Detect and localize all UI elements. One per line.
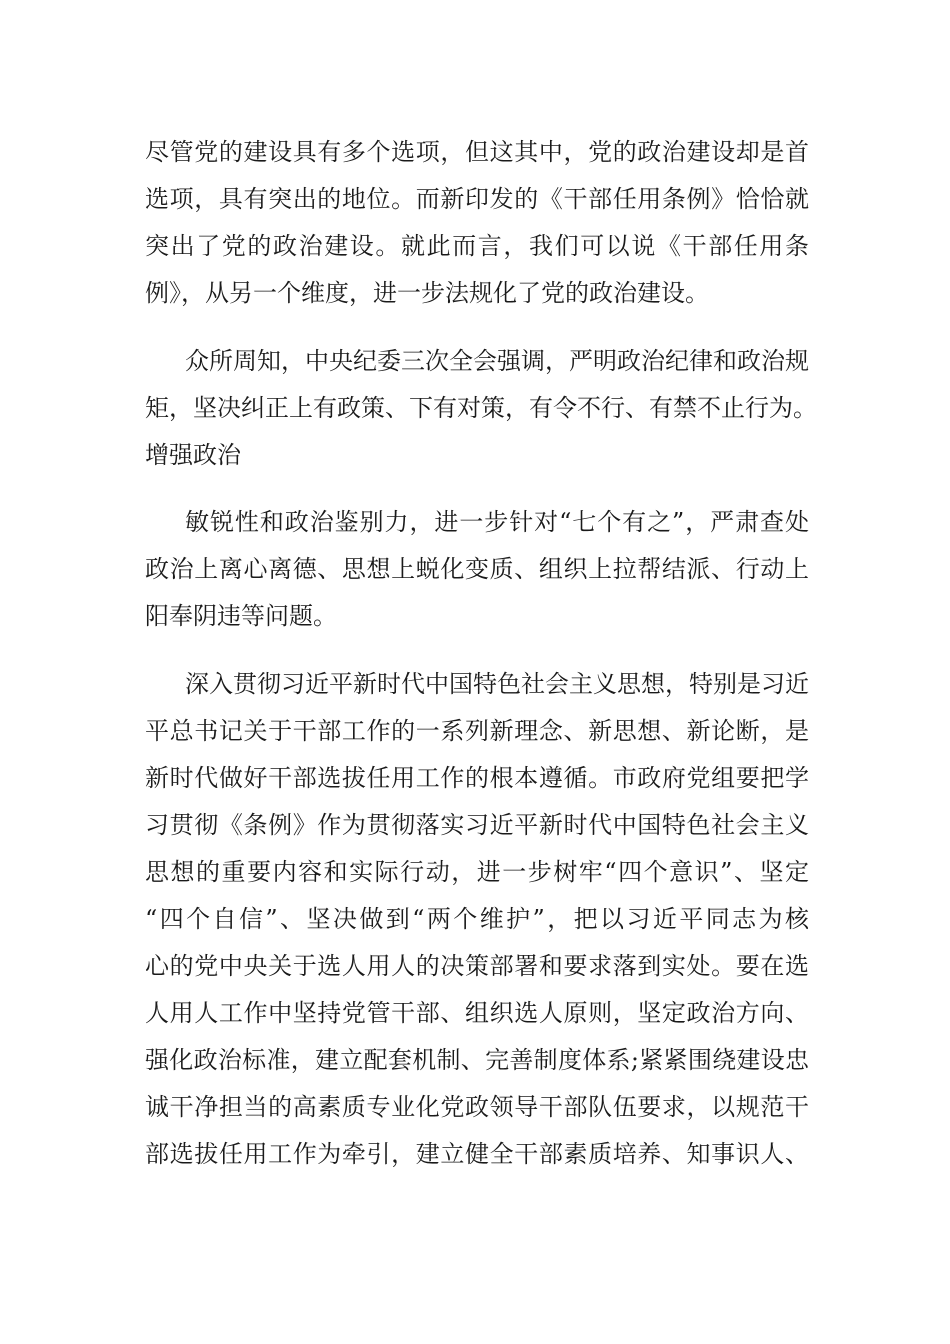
text-line: 矩，坚决纠正上有政策、下有对策，有令不行、有禁不止行为。 (145, 394, 817, 422)
text-line: 心的党中央关于选人用人的决策部署和要求落到实处。要在选 (145, 952, 809, 980)
text-line: 人用人工作中坚持党管干部、组织选人原则，坚定政治方向、 (145, 999, 809, 1027)
text-line: 诚干净担当的高素质专业化党政领导干部队伍要求，以规范干 (145, 1093, 809, 1121)
paragraph-3 (145, 499, 809, 640)
text-line: 阳奉阴违等问题。 (145, 602, 337, 630)
paragraph-2 (145, 338, 817, 479)
text-line: 尽管党的建设具有多个选项，但这其中，党的政治建设却是首 (145, 138, 809, 166)
text-line: 思想的重要内容和实际行动，进一步树牢“四个意识”、坚定 (145, 858, 809, 886)
text-line: 深入贯彻习近平新时代中国特色社会主义思想，特别是习近 (185, 670, 809, 698)
text-line: 突出了党的政治建设。就此而言，我们可以说《干部任用条 (145, 232, 809, 260)
text-line: “四个自信”、坚决做到“两个维护”，把以习近平同志为核 (145, 905, 809, 933)
text-line: 习贯彻《条例》作为贯彻落实习近平新时代中国特色社会主义 (145, 811, 809, 839)
text-line: 平总书记关于干部工作的一系列新理念、新思想、新论断，是 (145, 717, 809, 745)
text-line: 部选拔任用工作为牵引，建立健全干部素质培养、知事识人、 (145, 1140, 809, 1168)
text-line: 新时代做好干部选拔任用工作的根本遵循。市政府党组要把学 (145, 764, 809, 792)
text-line: 敏锐性和政治鉴别力，进一步针对“七个有之”，严肃查处 (185, 508, 809, 536)
text-line: 强化政治标准，建立配套机制、完善制度体系;紧紧围绕建设忠 (145, 1046, 809, 1074)
text-line: 政治上离心离德、思想上蜕化变质、组织上拉帮结派、行动上 (145, 555, 809, 583)
text-line: 选项，具有突出的地位。而新印发的《干部任用条例》恰恰就 (145, 185, 809, 213)
text-line: 例》，从另一个维度，进一步法规化了党的政治建设。 (145, 279, 709, 307)
document-body (145, 129, 817, 1178)
paragraph-1 (145, 129, 809, 317)
paragraph-4 (145, 661, 809, 1178)
text-line: 增强政治 (145, 441, 241, 469)
text-line: 众所周知，中央纪委三次全会强调，严明政治纪律和政治规 (185, 347, 809, 375)
